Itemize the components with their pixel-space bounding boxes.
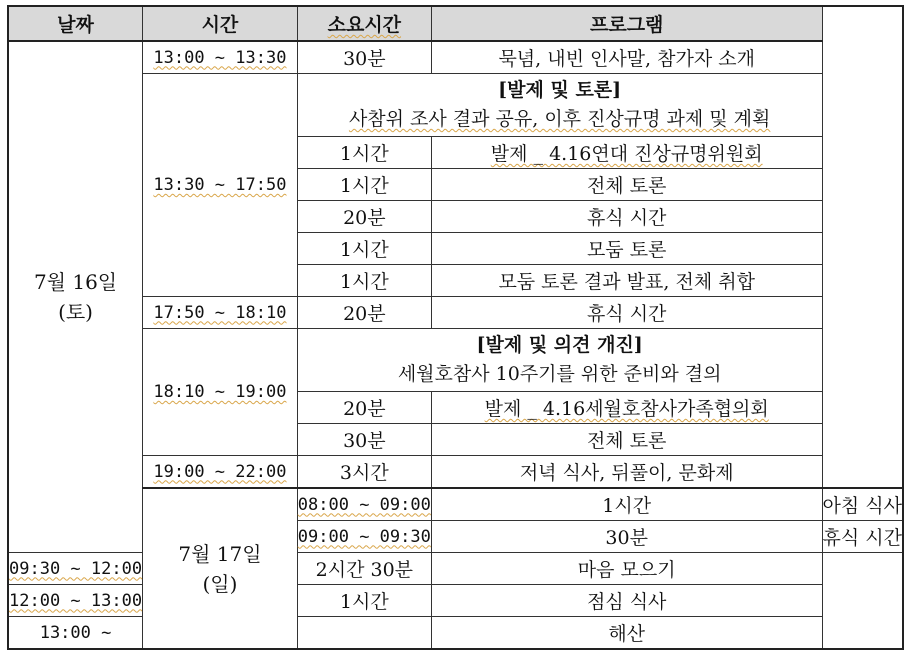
section-header-cell	[297, 74, 822, 137]
program-cell: 휴식 시간	[431, 201, 822, 233]
program-cell: 마음 모으기	[431, 553, 822, 585]
program-cell: 모둠 토론	[431, 233, 822, 265]
section-header-cell	[297, 329, 822, 392]
day1-date: 7월 16일	[33, 270, 118, 294]
header-date: 날짜	[8, 6, 143, 41]
header-time: 시간	[143, 6, 298, 41]
section-subtitle: 사참위 조사 결과 공유, 이후 진상규명 과제 및 계획	[348, 108, 771, 130]
table-row	[8, 617, 903, 650]
section-title: [발제 및 의견 개진]	[476, 334, 643, 356]
program-cell: 점심 식사	[431, 585, 822, 617]
table-row	[8, 585, 903, 617]
table-row	[8, 41, 903, 74]
table-row	[8, 456, 903, 489]
program-cell: 아침 식사	[822, 488, 903, 521]
table-row	[8, 297, 903, 329]
duration-cell: 1시간	[297, 137, 431, 169]
duration-cell: 3시간	[297, 456, 431, 489]
program-cell: 휴식 시간	[822, 521, 903, 553]
header-program: 프로그램	[431, 6, 822, 41]
time-cell: 13:30 ~ 17:50	[143, 74, 298, 297]
time-cell: 09:30 ~ 12:00	[8, 553, 143, 585]
time-cell: 12:00 ~ 13:00	[8, 585, 143, 617]
duration-cell: 30분	[431, 521, 822, 553]
duration-cell: 1시간	[297, 585, 431, 617]
schedule-table	[7, 5, 904, 650]
time-cell: 18:10 ~ 19:00	[143, 329, 298, 456]
program-cell: 휴식 시간	[431, 297, 822, 329]
duration-cell: 30분	[297, 424, 431, 456]
time-cell: 13:00 ~ 13:30	[143, 41, 298, 74]
duration-cell: 1시간	[297, 233, 431, 265]
duration-cell: 20분	[297, 297, 431, 329]
time-cell: 17:50 ~ 18:10	[143, 297, 298, 329]
duration-cell	[297, 617, 431, 650]
duration-cell: 30분	[297, 41, 431, 74]
day2-date-cell	[143, 488, 298, 649]
program-cell: 전체 토론	[431, 424, 822, 456]
program-cell: 전체 토론	[431, 169, 822, 201]
duration-cell: 20분	[297, 201, 431, 233]
duration-cell: 20분	[297, 392, 431, 424]
section-title: [발제 및 토론]	[498, 79, 622, 101]
duration-cell: 1시간	[431, 488, 822, 521]
section-subtitle: 세월호참사 10주기를 위한 준비와 결의	[397, 363, 722, 385]
program-cell: 발제 _ 4.16연대 진상규명위원회	[431, 137, 822, 169]
day2-date: 7월 17일	[178, 541, 262, 566]
time-cell: 09:00 ~ 09:30	[297, 521, 431, 553]
program-cell: 발제 _ 4.16세월호참사가족협의회	[431, 392, 822, 424]
program-cell: 모둠 토론 결과 발표, 전체 취합	[431, 265, 822, 297]
duration-cell: 1시간	[297, 169, 431, 201]
header-row	[8, 6, 903, 41]
program-cell: 해산	[431, 617, 822, 650]
table-row	[8, 329, 903, 392]
table-row	[8, 553, 903, 585]
day2-weekday: (일)	[202, 571, 238, 596]
duration-cell: 1시간	[297, 265, 431, 297]
day1-weekday: (토)	[58, 300, 93, 324]
time-cell: 08:00 ~ 09:00	[297, 488, 431, 521]
program-cell: 묵념, 내빈 인사말, 참가자 소개	[431, 41, 822, 74]
day1-date-cell	[8, 41, 143, 553]
table-row	[8, 488, 903, 521]
time-cell: 19:00 ~ 22:00	[143, 456, 298, 489]
table-row	[8, 74, 903, 137]
duration-cell: 2시간 30분	[297, 553, 431, 585]
header-duration: 소요시간	[297, 6, 431, 41]
time-cell: 13:00 ~	[8, 617, 143, 650]
program-cell: 저녁 식사, 뒤풀이, 문화제	[431, 456, 822, 489]
